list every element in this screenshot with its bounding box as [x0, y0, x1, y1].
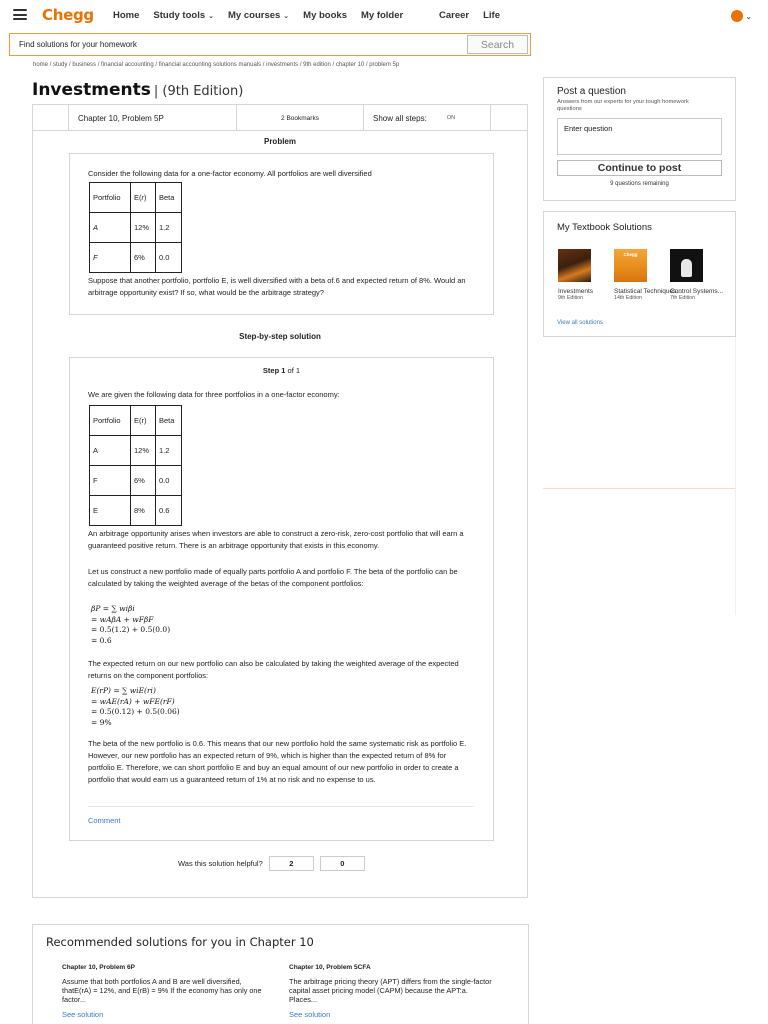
- equation-line: = 0.6: [91, 635, 112, 645]
- nav-my-books-label: My books: [303, 10, 347, 21]
- nav-my-books[interactable]: [303, 10, 347, 21]
- book-cover-image[interactable]: [558, 249, 591, 282]
- table-header: Portfolio: [90, 183, 131, 213]
- comment-link[interactable]: Comment: [88, 816, 121, 825]
- book-edition: | (9th Edition): [153, 84, 244, 99]
- post-question-subtitle: Answers from our experts for your tough homework questions: [557, 99, 689, 112]
- table-cell: A: [90, 213, 131, 243]
- table-row: [90, 243, 182, 273]
- chevron-down-icon: ⌄: [208, 12, 215, 20]
- solution-paragraph-conclusion: The beta of the new portfolio is 0.6. This means that our new portfolio hold the same systematic risk as portfolio E. However, our new portfolio has an expected return of 9%, which is higher than the expected return of 8% for portfolio E. Therefore, we can short portfolio E and buy an equal amount of our new portfolio in order to create a portfolio that would earn us a guaranteed return of 1% at no risk and no expense to us.: [88, 739, 467, 784]
- info-spacer: [491, 105, 527, 131]
- problem-table: [89, 182, 182, 273]
- table-cell: F: [90, 466, 131, 496]
- table-header: Beta: [156, 183, 182, 213]
- equation-line: = 9%: [91, 717, 112, 727]
- book-name[interactable]: Statistical Techniques...: [614, 288, 682, 295]
- thumbs-down-button[interactable]: 0: [320, 856, 365, 871]
- equation-line: = wAE(rA) + wFE(rF): [91, 696, 175, 706]
- solution-table: [89, 405, 182, 526]
- info-spacer: [33, 105, 69, 131]
- equation-line: = 0.5(0.12) + 0.5(0.06): [91, 707, 180, 716]
- helpful-question: Was this solution helpful?: [178, 859, 263, 868]
- table-cell: 12%: [131, 213, 156, 243]
- top-navigation: [0, 0, 768, 32]
- post-question-title: Post a question: [557, 86, 626, 97]
- main-nav: [113, 10, 417, 21]
- table-cell: 1.2: [156, 436, 182, 466]
- cover-figure: [681, 259, 692, 277]
- continue-to-post-button[interactable]: Continue to post: [557, 160, 722, 176]
- book-edition: 9th Edition: [558, 295, 584, 301]
- textbook-item[interactable]: [550, 249, 594, 301]
- search-bar: [9, 33, 531, 56]
- equation-line: βP = ∑ wiβi: [91, 604, 135, 613]
- hamburger-menu-icon[interactable]: [13, 9, 27, 20]
- table-cell: 1.2: [156, 213, 182, 243]
- solution-paragraph-beta: Let us construct a new portfolio made of equally parts portfolio A and portfolio F. The beta of the portfolio can be calculated by taking the weighted average of the betas of the component portfolios:: [88, 567, 458, 588]
- nav-home[interactable]: [113, 10, 139, 21]
- divider: [543, 488, 736, 489]
- equation-line: = wAβA + wFβF: [91, 614, 154, 624]
- table-row: [90, 466, 182, 496]
- recommended-item[interactable]: [289, 964, 494, 1019]
- page-title: [32, 80, 243, 100]
- search-input[interactable]: [10, 34, 465, 55]
- table-row: [90, 496, 182, 526]
- problem-box: [69, 153, 494, 315]
- table-cell: 0.0: [156, 466, 182, 496]
- table-cell: 6%: [131, 466, 156, 496]
- book-edition: 14th Edition: [614, 295, 642, 301]
- chegg-logo[interactable]: Chegg: [42, 6, 94, 24]
- table-header: Portfolio: [90, 406, 131, 436]
- table-header: E(r): [131, 406, 156, 436]
- table-row: [90, 436, 182, 466]
- book-title[interactable]: Investments: [32, 80, 151, 100]
- table-cell: F: [90, 243, 131, 273]
- recommended-excerpt: Assume that both portfolios A and B are well diversified, thatE(rA) = 12%, and E(rB) = 9% If the economy has only one factor...: [62, 977, 262, 1004]
- nav-life[interactable]: Life: [483, 10, 500, 21]
- divider: [88, 806, 474, 807]
- recommended-heading[interactable]: Chapter 10, Problem 6P: [62, 964, 135, 971]
- cover-logo: Chegg: [623, 252, 638, 257]
- solution-intro: We are given the following data for three portfolios in a one-factor economy:: [88, 390, 340, 399]
- question-input[interactable]: [557, 118, 722, 155]
- step-total: of 1: [287, 366, 301, 375]
- book-cover-image[interactable]: [614, 249, 647, 282]
- table-row: [90, 406, 182, 436]
- table-cell: A: [90, 436, 131, 466]
- table-cell: E: [90, 496, 131, 526]
- secondary-nav: [439, 10, 514, 21]
- step-counter: [70, 366, 493, 375]
- return-equation: [91, 686, 180, 728]
- nav-my-folder-label: My folder: [360, 10, 404, 21]
- nav-study-tools-label: Study tools: [153, 10, 206, 21]
- table-cell: 8%: [131, 496, 156, 526]
- recommended-excerpt: The arbitrage pricing theory (APT) differs from the single-factor capital asset pricing model (CAPM) because the APT:a. Places...: [289, 977, 492, 1004]
- thumbs-up-button[interactable]: 2: [269, 856, 314, 871]
- nav-my-folder[interactable]: [361, 10, 403, 21]
- solution-paragraph-return: The expected return on our new portfolio can also be calculated by taking the weighted average of the expected returns on the component portfolios:: [88, 659, 459, 680]
- problem-intro: Consider the following data for a one-factor economy. All portfolios are well diversified: [88, 169, 372, 178]
- table-row: [90, 183, 182, 213]
- search-button[interactable]: Search: [467, 35, 528, 54]
- problem-heading: Problem: [263, 137, 296, 146]
- helpful-feedback: [178, 856, 365, 871]
- book-cover-image[interactable]: [670, 249, 703, 282]
- problem-question: Suppose that another portfolio, portfolio E, is well diversified with a beta of.6 and expected return of 8%. Would an arbitrage opportunity exist? If so, what would be the arbitrage strategy?: [88, 276, 466, 297]
- see-solution-link[interactable]: See solution: [289, 1010, 331, 1019]
- beta-equation: [91, 604, 170, 646]
- recommended-heading[interactable]: Chapter 10, Problem 5CFA: [289, 964, 371, 971]
- equation-line: = 0.5(1.2) + 0.5(0.0): [91, 625, 171, 634]
- divider: [735, 337, 736, 615]
- nav-home-label: Home: [113, 10, 140, 21]
- nav-my-courses[interactable]: [228, 10, 289, 21]
- recommended-item[interactable]: [62, 964, 267, 1019]
- toggle-state[interactable]: ON: [446, 115, 456, 121]
- solution-heading: Step-by-step solution: [239, 332, 321, 341]
- solution-box: [69, 357, 494, 841]
- nav-career[interactable]: Career: [439, 10, 470, 21]
- table-row: [90, 213, 182, 243]
- table-cell: 12%: [131, 436, 156, 466]
- solution-card: [32, 104, 528, 898]
- step-number: 1: [281, 366, 286, 375]
- nav-study-tools[interactable]: [153, 10, 214, 21]
- chapter-problem-label: Chapter 10, Problem 5P: [69, 105, 237, 131]
- textbook-item[interactable]: [606, 249, 682, 301]
- view-all-solutions-link[interactable]: View all solutions: [557, 320, 603, 326]
- account-menu[interactable]: [731, 10, 752, 22]
- show-steps-toggle[interactable]: [364, 105, 491, 131]
- problem-info-bar: [33, 105, 527, 131]
- step-label: Step: [262, 366, 280, 375]
- breadcrumb[interactable]: home / study / business / financial accounting / financial accounting solutions manuals / investments / 9th edition / chapter 10 / problem 5p: [33, 62, 400, 68]
- see-solution-link[interactable]: See solution: [62, 1010, 104, 1019]
- recommended-solutions-card: [32, 924, 529, 1024]
- show-steps-label: Show all steps:: [373, 113, 427, 123]
- post-question-card: [543, 77, 736, 201]
- questions-remaining: 9 questions remaining: [610, 181, 669, 187]
- equation-line: E(rP) = ∑ wiE(ri): [91, 686, 156, 695]
- recommended-title: Recommended solutions for you in Chapter 10: [46, 935, 314, 949]
- bookmarks-button[interactable]: 2 Bookmarks: [237, 105, 364, 131]
- avatar-icon[interactable]: [731, 10, 743, 22]
- textbook-solutions-title: My Textbook Solutions: [557, 222, 652, 233]
- chevron-down-icon[interactable]: ⌄: [745, 11, 752, 21]
- solution-paragraph-arbitrage: An arbitrage opportunity arises when investors are able to construct a zero-risk, zero-cost portfolio that will earn a guaranteed positive return. There is an arbitrage opportunity that exists in this economy.: [88, 529, 464, 550]
- textbook-solutions-card: [543, 211, 736, 337]
- nav-my-courses-label: My courses: [228, 10, 281, 21]
- book-name[interactable]: Investments: [558, 288, 594, 295]
- table-header: E(r): [131, 183, 156, 213]
- textbook-item[interactable]: [662, 249, 724, 301]
- table-cell: 0.0: [156, 243, 182, 273]
- book-edition: 7th Edition: [670, 295, 696, 301]
- table-cell: 0.6: [156, 496, 182, 526]
- table-cell: 6%: [131, 243, 156, 273]
- table-header: Beta: [156, 406, 182, 436]
- book-name[interactable]: Control Systems...: [670, 288, 724, 295]
- chevron-down-icon: ⌄: [283, 12, 290, 20]
